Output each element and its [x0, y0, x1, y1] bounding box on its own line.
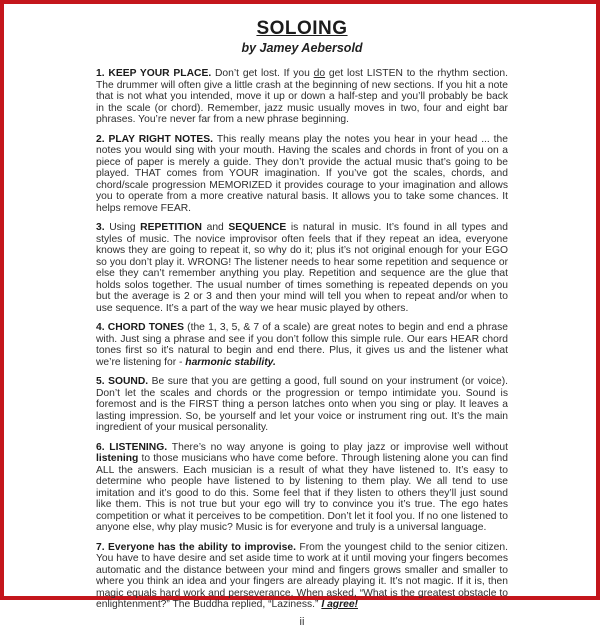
paragraph-keep-your-place: 1. KEEP YOUR PLACE. Don’t get lost. If you do get lost LISTEN to the rhythm section. The drummer will often give a little crash at the beginning of new sections. If you hit a note that is not what you intended, move it up or down a half-step and you’ll probably be back in the scale (or chord). Remember, jazz music usually moves in two, four and eight bar phrases. You’re never far from a new phrase beginning. [96, 68, 508, 125]
paragraph-chord-tones: 4. CHORD TONES (the 1, 3, 5, & 7 of a scale) are great notes to begin and end a phrase with. Just sing a phrase and see if you don’t follow this simple rule. Our ears HEAR chord tones first so it’s natural to begin and end there. Plus, it gives us and the listener what we’re listening for - harmonic stability. [96, 322, 508, 368]
paragraph-everyone-improvise: 7. Everyone has the ability to improvise. From the youngest child to the senior citizen. You have to have desire and set aside time to work at it until moving your fingers becomes automatic and the distance between your mind and fingers grows smaller and smaller to where you think an idea and your fingers are already playing it. It’s not magic. If it is, then magic equals hard work and perseverance. When asked, “What is the greatest obstacle to enlightenment?” The Buddha replied, “Laziness.” I agree! [96, 541, 508, 610]
page-title: SOLOING [256, 18, 348, 39]
paragraph-sound: 5. SOUND. Be sure that you are getting a good, full sound on your instrument (or voice). Don’t let the scales and chords or the progression or tempo intimidate you. Sound is foremost and is the FIRST thing a person latches onto when you sing or play. It leaves a lasting impression. So, be yourself and let your voice or instrument ring out. It’s the main ingredient of your musical personality. [96, 376, 508, 433]
document-page [4, 4, 596, 628]
byline: by Jamey Aebersold [241, 41, 363, 55]
paragraph-listening: 6. LISTENING. There’s no way anyone is going to play jazz or improvise well without listening to those musicians who have come before. Through listening alone you can find ALL the answers. Each musician is a result of what they have listened to. It’s easy to determine who people have listened to by listening to them play. We all tend to use imitation and it’s good to do this. Some feel that if they listen to others they’ll just sound like them. This is not true but your ego will try to convince you it’s true. The ego hates competition or what it perceives to be competition. Don’t let it fool you. If no one listened to anyone else, why play music? Music is for everyone and truly is a universal language. [96, 441, 508, 533]
paragraph-play-right-notes: 2. PLAY RIGHT NOTES. This really means play the notes you hear in your head ... the notes you would sing with your mouth. Having the scales and chords in front of you on a piece of paper is merely a guide. They don’t provide the actual music that’s going to be played. THAT comes from YOUR imagination. If you’ve got the scales, chords, and chord/scale progression MEMORIZED it provides courage to your imagination and allows you to operate from a more creative natural basis. It allows you to take some chances. It helps remove FEAR. [96, 133, 508, 214]
paragraph-repetition-sequence: 3. Using REPETITION and SEQUENCE is natural in music. It’s found in all types and styles of music. The novice improvisor often feels that if they repeat an idea, everyone knows they are going to repeat it, so why do it; plus it’s not original enough for your EGO so you don’t play it. WRONG! The listener needs to hear some repetition and sequence or else they can’t remember anything you play. Repetition and sequence are the glue that holds solos together. The usual number of times something is repeated depends on you but the average is 2 or 3 and then your mind will tell you when to repeat and/or when to use sequence. It’s a part of the way we hear music played by others. [96, 222, 508, 314]
page-number: ii [299, 615, 305, 628]
